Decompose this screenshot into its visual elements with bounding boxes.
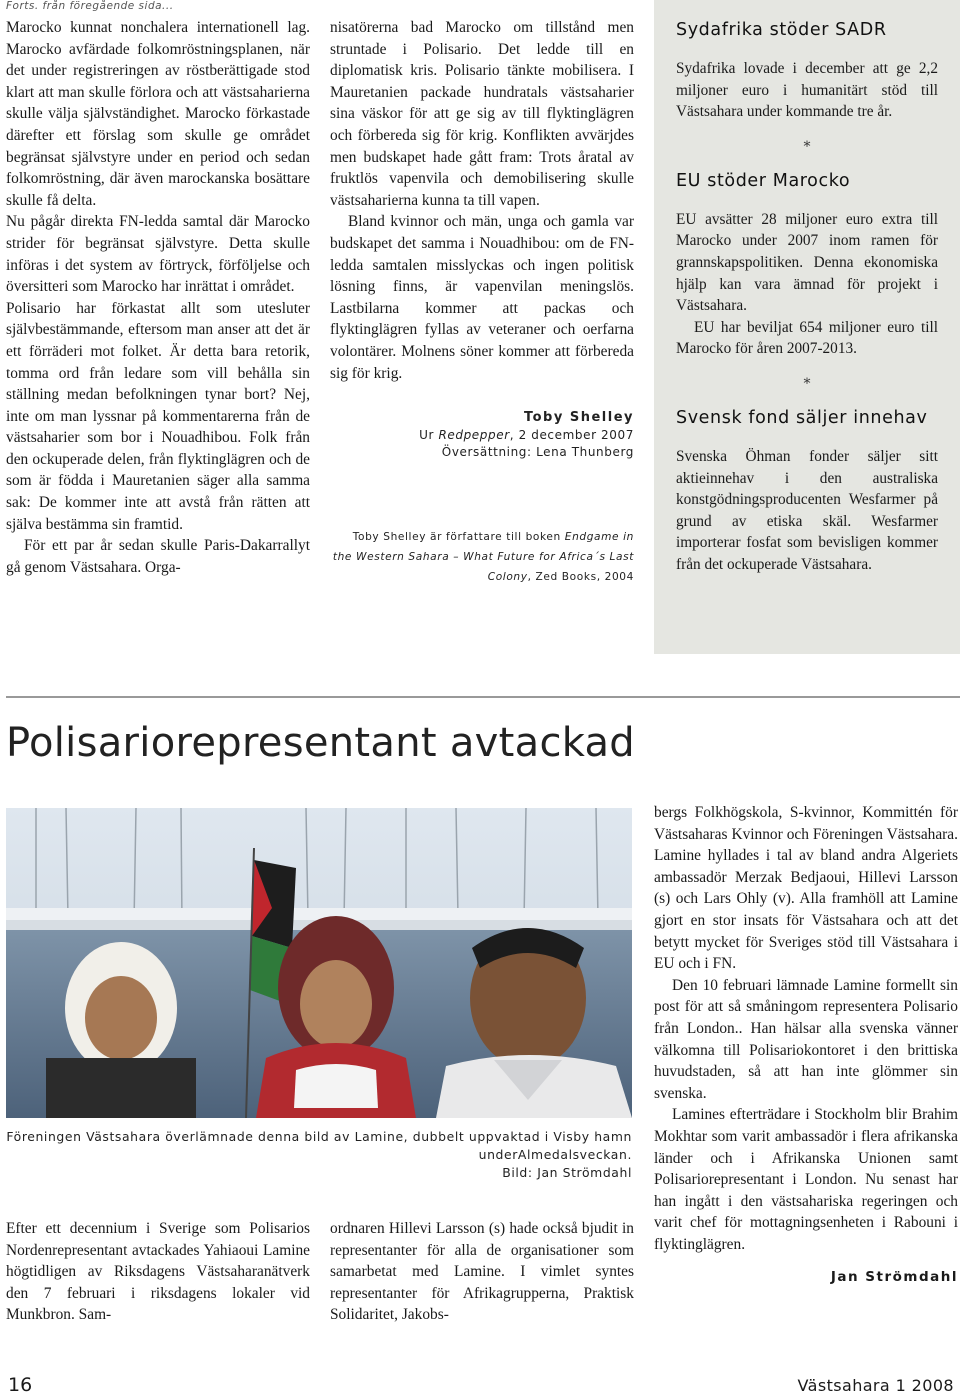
photo-illustration xyxy=(6,808,632,1118)
section-divider xyxy=(6,696,960,698)
article-column-1 xyxy=(6,17,310,578)
paragraph: Bland kvinnor och män, unga och gamla var budskapet det samma i Nouadhibou: om de FN-ledda samtalen misslyckas och ingen politisk lösning finns, är vapenvilan meningslös. Lastbilarna kommer att packas och flyktinglägren fyllas av veteraner och oerfarna volontärer. Molnens söner kommer att förbereda sig för krig. xyxy=(330,213,634,382)
byline-publication: Redpepper xyxy=(438,428,510,443)
photo-lamine xyxy=(6,808,632,1118)
article-column-2 xyxy=(330,17,634,587)
sidebar-paragraph: EU avsätter 28 miljoner euro extra till Marocko under 2007 inom ramen för grannskapspolitiken. Denna ekonomiska hjälp kan vara ämnad för projekt i Västsahara. xyxy=(676,210,938,315)
sidebar-heading: Svensk fond säljer innehav xyxy=(676,407,928,428)
sidebar-paragraph: EU har beviljat 654 miljoner euro till Marocko för åren 2007-2013. xyxy=(676,318,938,358)
photo-caption xyxy=(6,1128,632,1182)
article-column-4 xyxy=(330,1218,634,1326)
paragraph: Efter ett decennium i Sverige som Polisarios Nordenrepresentant avtackades Yahiaoui Lamine högtidligen av Riksdagens Västsaharanätverk den 7 februari i riksdagens lokaler vid Munkbron. Sam- xyxy=(6,1220,310,1324)
separator-star: * xyxy=(803,138,811,155)
sidebar-paragraph: Sydafrika lovade i december att ge 2,2 miljoner euro i humanitärt stöd till Västsahara under kommande tre år. xyxy=(676,60,938,121)
byline-author: Toby Shelley xyxy=(523,410,634,426)
issue-label: Västsahara 1 2008 xyxy=(797,1376,954,1395)
article-column-3 xyxy=(6,1218,310,1326)
paragraph: Nu pågår direkta FN-ledda samtal där Marocko strider för begränsat självstyre. Detta skulle införas i det system av förtryck, förföljelse och översitteri som Marocko har inrättat i området. xyxy=(6,213,310,296)
byline-translation: Översättning: Lena Thunberg xyxy=(441,445,634,460)
paragraph: bergs Folkhögskola, S-kvinnor, Kommittén för Västsaharas Kvinnor och Föreningen Västsahara. Lamine hyllades i tal av bland andra Algeriets ambassadör Merzak Bedjaoui, Hillevi Larsson (s) och Lars Ohly (v). Alla framhöll att Lamine gjort en stor insats för Västsahara och att det betytt mycket för Sveriges stöd till Västsahara i EU och i FN. xyxy=(654,804,958,973)
byline xyxy=(330,410,634,587)
paragraph: Polisario har förkastat allt som utesluter självbestämmande, eftersom man anser att det är ett förräderi mot folket. Är detta bara retorik, tomma ord från ledare som vill behålla sin ställning medan befolkningen tynar bort? Nej, inte om man lyssnar på kommentarerna från de västsaharier som bor i Nouadhibou. Folk från den ockuperade delen, från flyktinglägren och de som är födda i Mauretanien säger alla samma sak: De kommer inte att avstå från rätten att själva bestämma sin framtid. xyxy=(6,299,310,533)
sidebar-paragraph: Svenska Öhman fonder säljer sitt aktieinnehav i den australiska konstgödningsproducenten Wesfarmer på grund av etiska skäl. Wesfarmer importerar fosfat som bevisligen kommer från det ockuperade Västsahara. xyxy=(676,447,938,573)
byline-source: Ur Redpepper, 2 december 2007 xyxy=(419,428,634,443)
sidebar-heading: Sydafrika stöder SADR xyxy=(676,20,887,40)
separator-star: * xyxy=(803,375,811,392)
photo-credit: Bild: Jan Strömdahl xyxy=(502,1165,632,1180)
paragraph: Den 10 februari lämnade Lamine formellt sin post för att så småningom representera Polisario från London.. Han hälsar alla svenska vänner välkomna till Polisariokontoret i den brittiska huvudstaden, så att han inte glömmer sin svenska. xyxy=(654,976,958,1102)
article-headline: Polisariorepresentant avtackad xyxy=(6,720,635,766)
article-column-5 xyxy=(654,802,958,1285)
sidebar-heading: EU stöder Marocko xyxy=(676,170,851,191)
paragraph: Marocko kunnat nonchalera internationell lag. Marocko avfärdade folkomröstningsplanen, när det under registreringen av röstberättigade stod klart att man skulle förlora och att västsaharierna skulle välja självständighet. Marocko förkastade därefter ett förslag som skulle ge området begränsat självstyre under en period och sedan folkomröstning, där även marockanska bosättare skulle få delta. xyxy=(6,19,310,209)
author-note: Toby Shelley är författare till boken Endgame in the Western Sahara – What Future for Africa´s Last Colony, Zed Books, 2004 xyxy=(332,531,634,584)
caption-text: Föreningen Västsahara överlämnade denna bild av Lamine, dubbelt uppvaktad i Visby hamn underAlmedalsveckan. xyxy=(6,1129,632,1162)
article-signature: Jan Strömdahl xyxy=(830,1269,958,1286)
news-sidebar xyxy=(654,0,960,654)
book-title: Endgame in the Western Sahara – What Future for Africa´s Last Colony xyxy=(332,531,634,584)
paragraph: ordnaren Hillevi Larsson (s) hade också bjudit in representanter för alla de organisationer som samarbetat med Lamine. I vimlet syntes representanter för Afrikagrupperna, Praktisk Solidaritet, Jakobs- xyxy=(330,1220,634,1324)
paragraph: För ett par år sedan skulle Paris-Dakarrallyt gå genom Västsahara. Orga- xyxy=(6,537,310,576)
paragraph: Lamines efterträdare i Stockholm blir Brahim Mokhtar som varit ambassadör i flera afrikanska länder och i Afrikanska Unionen samt Polisariorepresentant i London. Nu senast har han ingått i den västsahariska regeringen och varit chef för mottagningsenheten i Rabouni i flyktinglägren. xyxy=(654,1106,958,1253)
paragraph: nisatörerna bad Marocko om tillstånd men struntade i Polisario. Det ledde till en diplomatisk kris. Polisario tänkte mobilisera. I Mauretanien packade hundratals västsaharier sina väskor för att ge sig av till flyktinglägren och förbereda sig för krig. Konflikten avvärjdes men budskapet hade gått fram: Trots åratal av fruktlös vapenvila och demobilisering skulle västsaharierna kunna ta till vapen. xyxy=(330,19,634,209)
continued-from-previous-page: Forts. från föregående sida... xyxy=(6,0,174,12)
page-number: 16 xyxy=(8,1374,33,1396)
